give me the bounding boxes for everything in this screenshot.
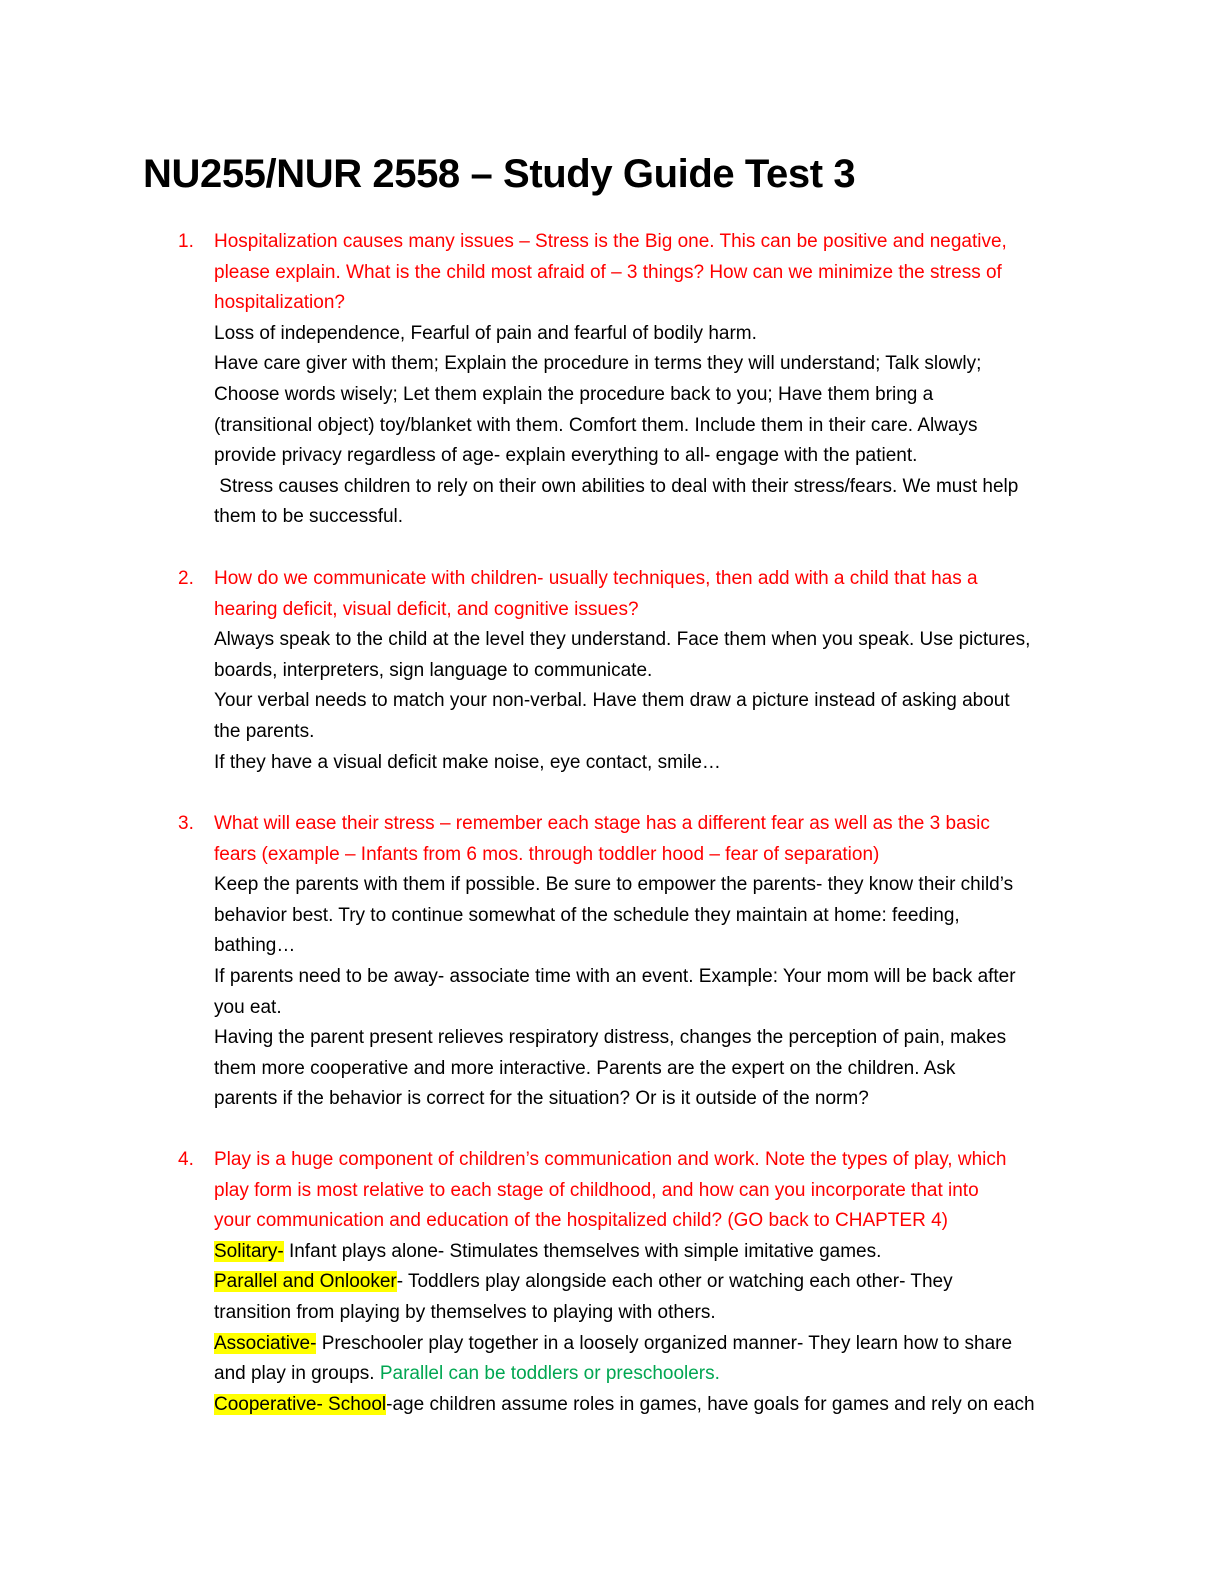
answer-line: them more cooperative and more interactive. Parents are the expert on the children. Ask [214,1057,956,1079]
highlighted-term: Associative- [214,1332,317,1354]
answer-line: If parents need to be away- associate time with an event. Example: Your mom will be back after [214,965,1016,987]
answer-line: (transitional object) toy/blanket with them. Comfort them. Include them in their care. Always [214,414,978,436]
question-number: 4. [178,1149,194,1170]
question-line: please explain. What is the child most afraid of – 3 things? How can we minimize the stress of [214,261,1002,283]
question-2 [178,564,1083,778]
answer-line: Having the parent present relieves respiratory distress, changes the perception of pain, makes [214,1027,1007,1049]
answer-line: Stress causes children to rely on their own abilities to deal with their stress/fears. We must help [214,475,1019,497]
highlighted-term: Cooperative- School [214,1393,387,1415]
answer-line: Your verbal needs to match your non-verbal. Have them draw a picture instead of asking about [214,690,1010,712]
question-line: play form is most relative to each stage of childhood, and how can you incorporate that into [214,1179,979,1201]
play-description: and play in groups. [214,1363,380,1385]
answer-line: Have care giver with them; Explain the procedure in terms they will understand; Talk slowly; [214,353,982,375]
question-number: 1. [178,231,194,252]
question-1 [178,227,1083,533]
question-3 [178,809,1083,1115]
question-body [214,227,1083,533]
question-line: What will ease their stress – remember each stage has a different fear as well as the 3 basic [214,813,990,834]
answer-line: bathing… [214,935,296,957]
question-line: your communication and education of the hospitalized child? (GO back to CHAPTER 4) [214,1210,948,1232]
green-note: Parallel can be toddlers or preschoolers. [379,1363,720,1385]
play-description: -age children assume roles in games, have goals for games and rely on each [386,1393,1035,1415]
play-description: Infant plays alone- Stimulates themselves with simple imitative games. [283,1240,882,1262]
answer-line: provide privacy regardless of age- explain everything to all- engage with the patient. [214,445,918,467]
question-number: 2. [178,568,194,589]
play-type-cooperative [214,1390,1083,1421]
highlighted-term: Parallel and Onlooker [214,1271,397,1293]
question-4 [178,1145,1083,1420]
answer-line: Always speak to the child at the level they understand. Face them when you speak. Use pictures, [214,629,1031,651]
question-line: fears (example – Infants from 6 mos. through toddler hood – fear of separation) [214,843,880,865]
play-type-parallel [214,1267,1083,1298]
question-body [214,1145,1083,1420]
play-type-associative [214,1329,1083,1360]
play-description-continued [214,1359,1083,1390]
play-description: - Toddlers play alongside each other or watching each other- They [396,1271,953,1293]
question-body [214,809,1083,1115]
answer-line: Keep the parents with them if possible. Be sure to empower the parents- they know their child’s [214,874,1014,896]
question-number: 3. [178,813,194,834]
question-line: How do we communicate with children- usually techniques, then add with a child that has a [214,568,978,589]
play-description-continued: transition from playing by themselves to playing with others. [214,1301,716,1323]
answer-line: them to be successful. [214,506,404,528]
answer-line: If they have a visual deficit make noise, eye contact, smile… [214,751,721,773]
answer-line: Loss of independence, Fearful of pain and fearful of bodily harm. [214,322,757,344]
answer-line: boards, interpreters, sign language to communicate. [214,659,653,681]
question-body [214,564,1083,778]
question-line: hospitalization? [214,292,345,314]
answer-line: the parents. [214,720,315,742]
question-line: hearing deficit, visual deficit, and cognitive issues? [214,598,639,620]
highlighted-term: Solitary- [214,1240,284,1262]
answer-line: Choose words wisely; Let them explain the procedure back to you; Have them bring a [214,383,934,405]
question-line: Hospitalization causes many issues – Stress is the Big one. This can be positive and negative, [214,231,1007,252]
question-line: Play is a huge component of children’s communication and work. Note the types of play, which [214,1149,1007,1170]
answer-line: behavior best. Try to continue somewhat of the schedule they maintain at home: feeding, [214,904,960,926]
answer-line: parents if the behavior is correct for the situation? Or is it outside of the norm? [214,1088,869,1110]
page-title: NU255/NUR 2558 – Study Guide Test 3 [143,152,856,196]
play-type-solitary [214,1237,1083,1268]
play-description: Preschooler play together in a loosely organized manner- They learn how to share [316,1332,1013,1354]
answer-line: you eat. [214,996,282,1018]
